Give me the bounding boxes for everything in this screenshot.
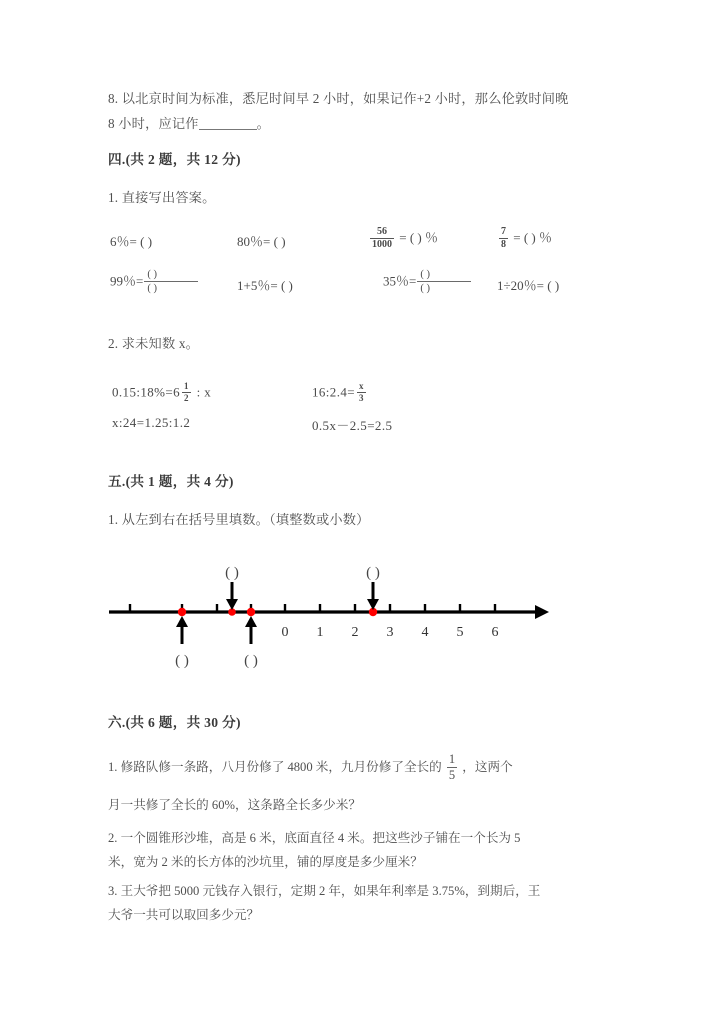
word-problem-3 <box>108 879 628 927</box>
word-problem-1-line-1 <box>108 748 628 786</box>
axis-labels <box>282 625 499 640</box>
axis-label-2: 2 <box>351 625 359 640</box>
paren-fraction-blank[interactable] <box>144 269 198 294</box>
answer-blank[interactable] <box>199 117 257 130</box>
section-five-q1-label: 1. 从左到右在括号里填数。（填整数或小数） <box>108 512 370 527</box>
equation-1-pre: 0.15:18%=6 <box>112 384 181 400</box>
percent-item-8-eq: = <box>536 278 544 293</box>
fraction-numerator: 1 <box>448 752 456 767</box>
fraction-numerator: 56 <box>377 225 387 237</box>
percent-item-1-eq: = <box>129 234 137 249</box>
question-8-line-2 <box>108 111 628 136</box>
word-problem-3-line-2: 大爷一共可以取回多少元？ <box>108 908 260 922</box>
axis-label-6: 6 <box>491 625 499 640</box>
equation-2 <box>312 383 368 404</box>
fraction-numerator: 1 <box>184 381 189 391</box>
percent-item-4 <box>497 227 552 251</box>
brackets-above[interactable] <box>225 565 380 581</box>
number-line-dot[interactable] <box>247 608 255 616</box>
word-problem-1 <box>108 748 628 824</box>
word-problem-3-line-1: 3. 王大爷把 5000 元钱存入银行，定期 2 年，如果年利率是 3.75%，到期后，王 <box>108 884 541 898</box>
word-problem-2-line-2: 米，宽为 2 米的长方体的沙坑里，铺的厚度是多少厘米？ <box>108 855 423 869</box>
arrows-below <box>176 616 257 644</box>
fraction-56-over-1000 <box>370 227 394 250</box>
equation-2-pre: 16:2.4= <box>312 384 355 400</box>
fraction-x-over-3 <box>357 382 366 403</box>
percent-item-6-lhs: 1+5％ <box>237 278 271 293</box>
section-heading-six: 六.(共 6 题，共 30 分) <box>108 715 241 730</box>
paren-fraction-denominator[interactable]: ( ) <box>417 281 471 294</box>
number-line-blank-above-2: ( ) <box>366 565 380 581</box>
percent-item-1-lhs: 6％ <box>110 234 130 249</box>
percent-item-2 <box>237 231 286 250</box>
equation-4: 0.5x－2.5=2.5 <box>312 418 393 433</box>
section-four-q1-label: 1. 直接写出答案。 <box>108 190 216 205</box>
number-line-dot[interactable] <box>178 608 186 616</box>
percent-item-5-eq: = <box>136 273 144 289</box>
number-line-figure <box>95 552 570 677</box>
fraction-numerator: x <box>359 381 364 391</box>
percent-item-8-blank[interactable]: ( ) <box>547 278 560 293</box>
percent-item-6 <box>237 275 293 294</box>
percent-item-4-suffix: ％ <box>539 230 553 245</box>
percent-item-3 <box>368 227 438 251</box>
percent-item-6-eq: = <box>270 278 278 293</box>
percent-item-2-lhs: 80％ <box>237 234 264 249</box>
fraction-7-over-8 <box>499 227 508 250</box>
percent-item-7 <box>383 270 472 295</box>
percent-item-7-lhs: 35％ <box>383 273 410 289</box>
fraction-denominator: 2 <box>184 393 189 403</box>
percent-item-4-blank[interactable]: ( ) <box>523 230 536 245</box>
number-line-blank-below-2: ( ) <box>244 653 258 669</box>
paren-fraction-blank[interactable] <box>417 269 471 294</box>
word-problem-2 <box>108 826 628 874</box>
percent-item-2-eq: = <box>263 234 271 249</box>
percent-item-2-blank[interactable]: ( ) <box>273 234 286 249</box>
question-8-line-2-post: 。 <box>256 116 271 131</box>
axis-label-1: 1 <box>316 625 324 640</box>
percent-item-7-eq: = <box>409 273 417 289</box>
fraction-denominator: 8 <box>501 238 506 250</box>
word-problem-1-line-2: 月一共修了全长的 60%，这条路全长多少米？ <box>108 798 361 812</box>
paren-fraction-numerator[interactable]: ( ) <box>420 269 430 280</box>
word-problem-1-line-1-pre: 1. 修路队修一条路，八月份修了 4800 米，九月份修了全长的 <box>108 760 442 774</box>
equation-1-post: : x <box>192 384 212 400</box>
number-line-blank-below-1: ( ) <box>175 653 189 669</box>
percent-item-5-lhs: 99％ <box>110 273 137 289</box>
axis-label-3: 3 <box>386 625 394 640</box>
fraction-1-over-5 <box>447 753 457 781</box>
axis-arrowhead <box>535 605 549 619</box>
percent-item-1 <box>110 231 152 250</box>
number-line-blank-above-1: ( ) <box>225 565 239 581</box>
fraction-numerator: 7 <box>501 225 506 237</box>
word-problem-2-line-1: 2. 一个圆锥形沙堆，高是 6 米，底面直径 4 米。把这些沙子铺在一个长为 5 <box>108 831 521 845</box>
fraction-denominator: 1000 <box>372 238 392 250</box>
paren-fraction-numerator[interactable]: ( ) <box>147 269 157 280</box>
equation-1 <box>112 383 211 404</box>
percent-item-3-blank[interactable]: ( ) <box>409 230 422 245</box>
axis-label-0: 0 <box>281 625 289 640</box>
fraction-denominator: 3 <box>359 393 364 403</box>
percent-item-4-eq: = <box>513 230 521 245</box>
section-heading-four: 四.(共 2 题，共 12 分) <box>108 152 241 167</box>
percent-item-3-suffix: ％ <box>425 230 439 245</box>
percent-item-8-lhs: 1÷20％ <box>497 278 537 293</box>
percent-item-3-eq: = <box>399 230 407 245</box>
word-problem-1-line-1-post: ，这两个 <box>462 760 513 774</box>
question-8 <box>108 86 628 136</box>
paren-fraction-denominator[interactable]: ( ) <box>144 281 198 294</box>
percent-item-6-blank[interactable]: ( ) <box>280 278 293 293</box>
percent-item-1-blank[interactable]: ( ) <box>140 234 153 249</box>
fraction-denominator: 5 <box>448 767 456 782</box>
question-8-line-2-pre: 8 小时，应记作 <box>108 116 199 131</box>
equation-3: x:24=1.25:1.2 <box>112 415 191 430</box>
axis-label-5: 5 <box>456 625 464 640</box>
section-heading-five: 五.(共 1 题，共 4 分) <box>108 474 234 489</box>
percent-item-5 <box>110 270 199 295</box>
percent-item-8 <box>497 275 559 294</box>
brackets-below[interactable] <box>175 653 258 669</box>
fraction-1-over-2 <box>182 382 191 403</box>
axis-label-4: 4 <box>421 625 429 640</box>
section-four-q2-label: 2. 求未知数 x。 <box>108 336 200 351</box>
question-8-line-1: 8. 以北京时间为标准，悉尼时间早 2 小时，如果记作+2 小时，那么伦敦时间晚 <box>108 91 569 106</box>
